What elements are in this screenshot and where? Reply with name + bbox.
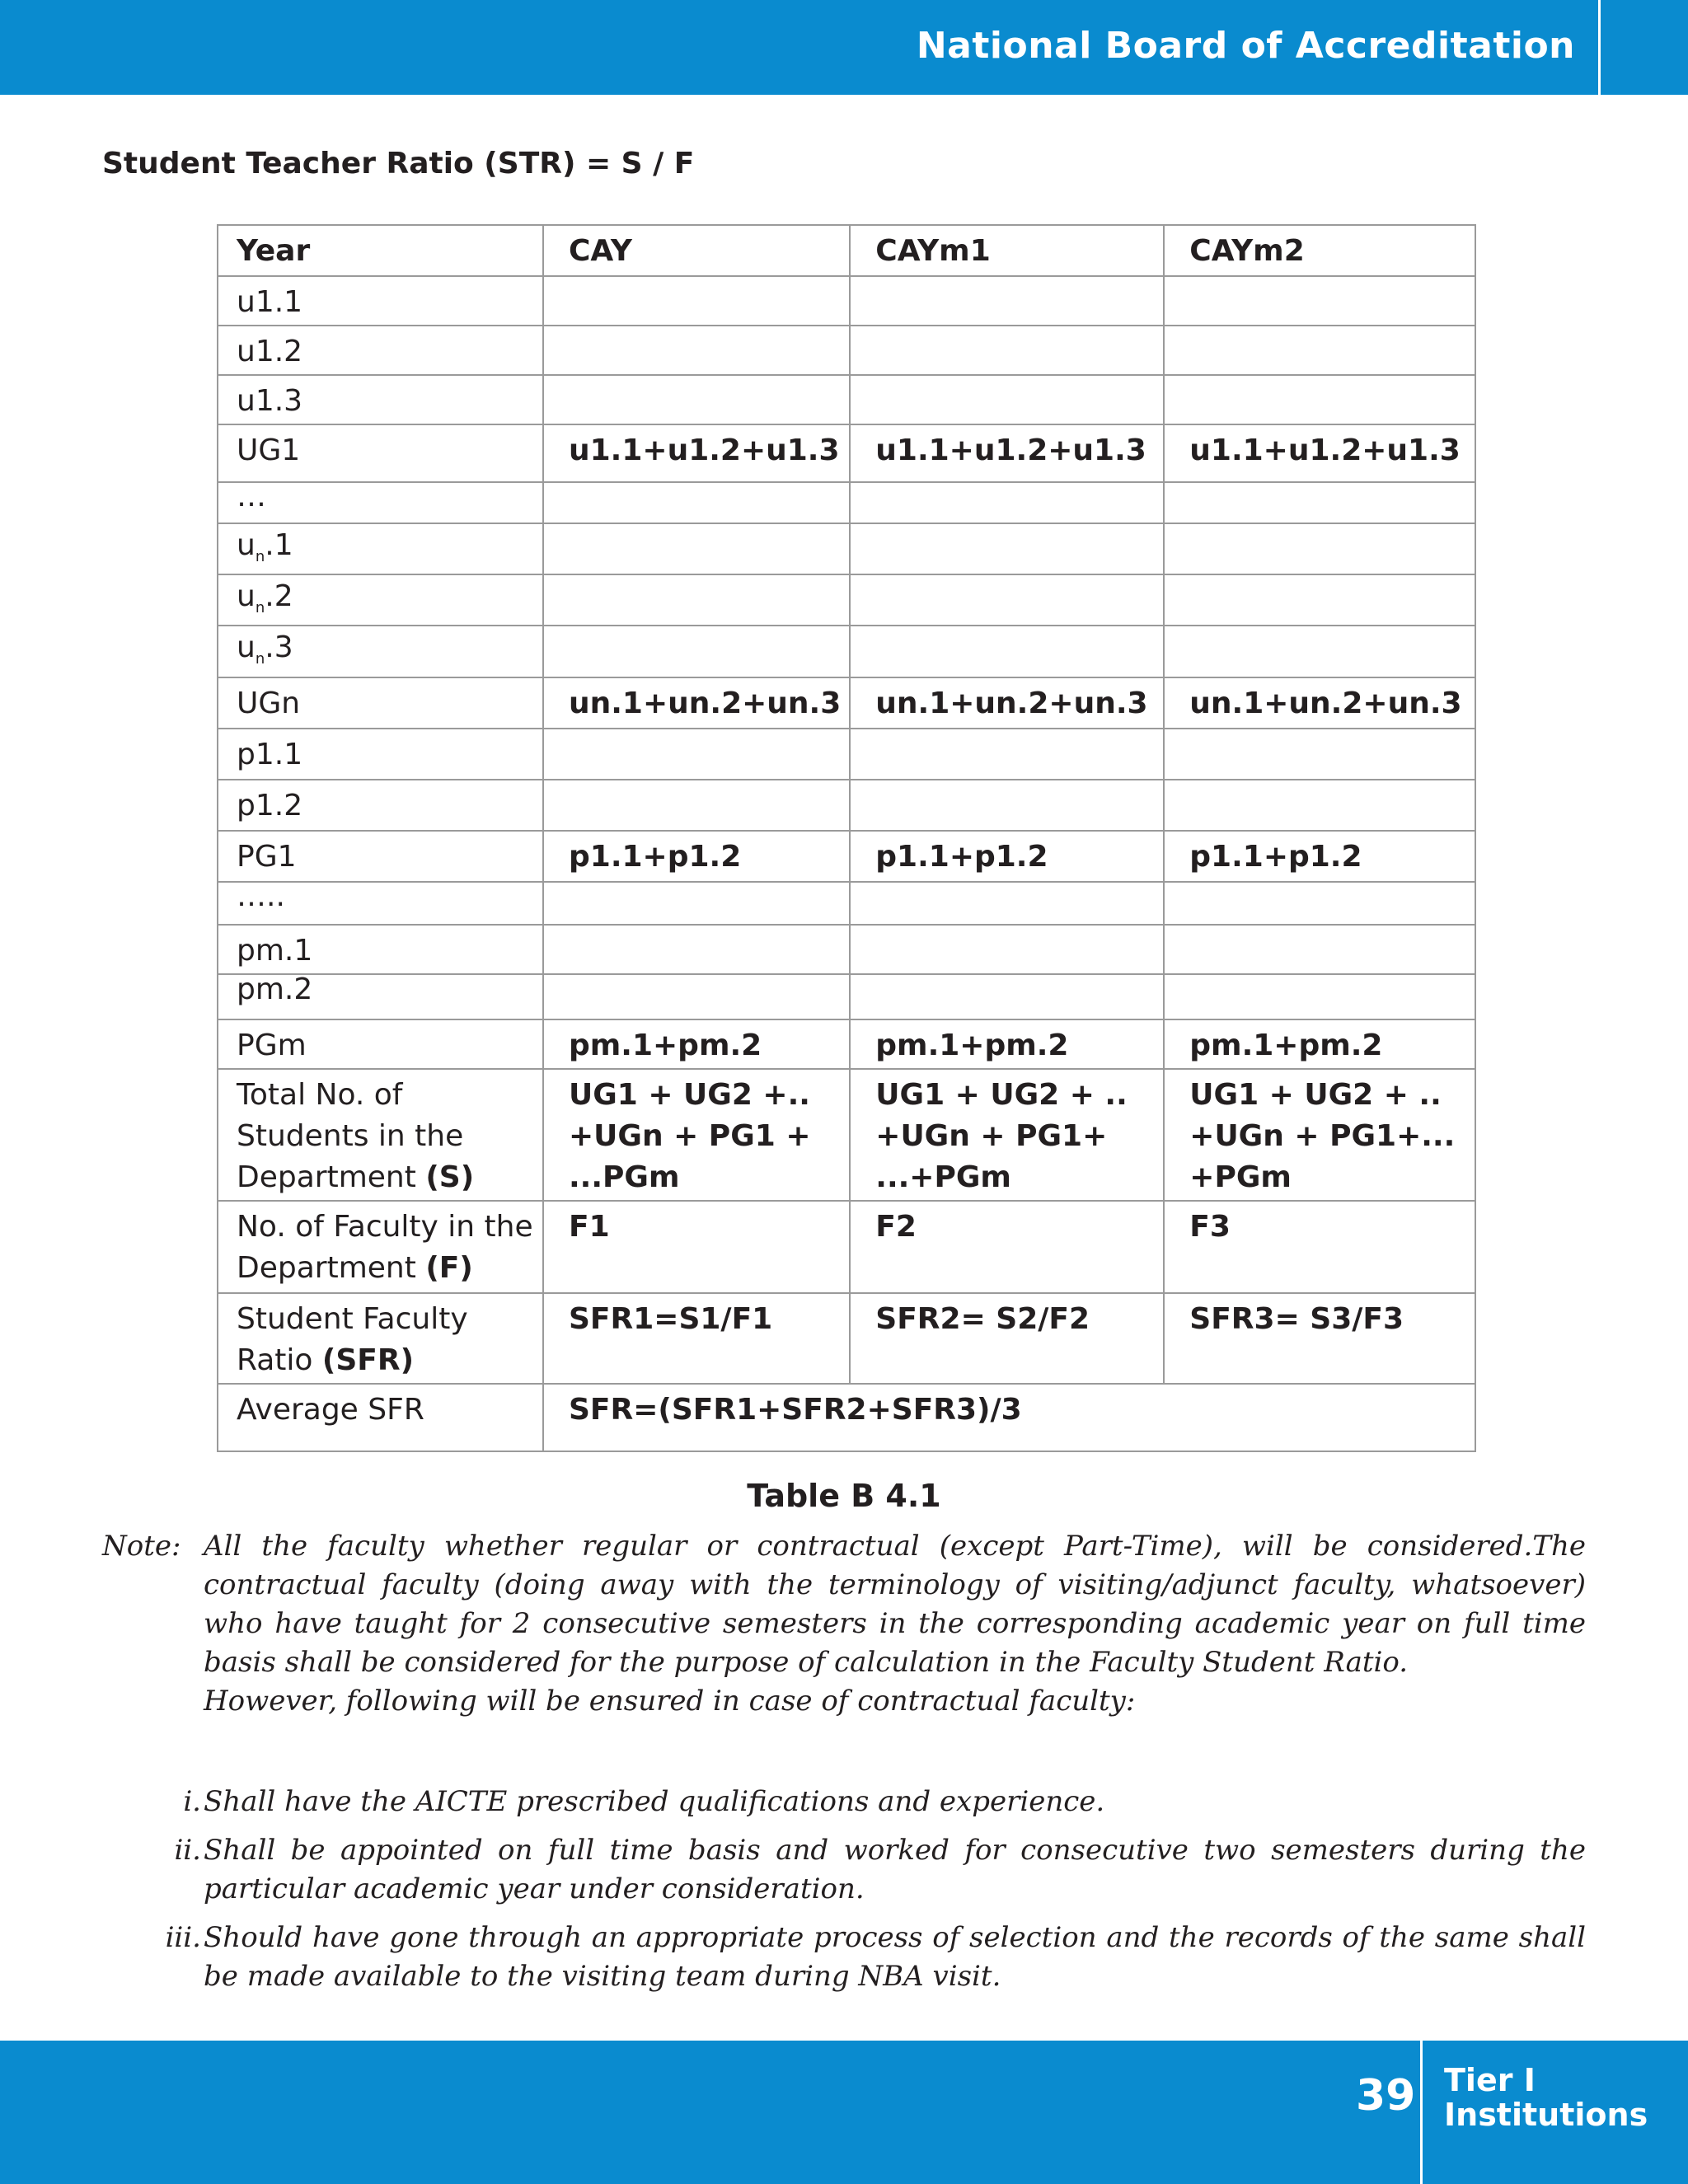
footer-divider xyxy=(1420,2041,1423,2184)
header-title: National Board of Accreditation xyxy=(916,25,1575,67)
row-label-subscript: n xyxy=(255,599,265,617)
table-row xyxy=(218,925,1475,974)
table-cell xyxy=(1164,326,1475,375)
row-label: PG1 xyxy=(218,831,543,882)
row-label-tail: .1 xyxy=(265,528,293,562)
table-cell: SFR1=S1/F1 xyxy=(543,1293,850,1384)
row-label-symbol: (SFR) xyxy=(321,1343,415,1377)
table-cell xyxy=(543,523,850,574)
row-label-text: Student Faculty Ratio xyxy=(237,1301,468,1377)
header-year: Year xyxy=(218,225,543,276)
table-cell xyxy=(543,729,850,780)
tier-label-line2: Institutions xyxy=(1444,2097,1648,2133)
table-cell xyxy=(1164,729,1475,780)
list-number: i. xyxy=(183,1785,201,1818)
list-text: Shall be appointed on full time basis and worked for consecutive two semesters during the particular academic year under consideration. xyxy=(204,1834,1586,1905)
table-cell xyxy=(1164,974,1475,1019)
header-cay: CAY xyxy=(543,225,850,276)
table-row xyxy=(218,482,1475,523)
table-cell xyxy=(850,729,1164,780)
row-label xyxy=(218,574,543,626)
row-label-base: u xyxy=(237,630,256,665)
row-label-text: Total No. of Students in the Department xyxy=(237,1077,464,1194)
row-label: pm.1 xyxy=(218,925,543,974)
row-label xyxy=(218,1201,543,1293)
row-label: u1.1 xyxy=(218,276,543,326)
str-formula: Student Teacher Ratio (STR) = S / F xyxy=(102,147,695,180)
table-cell xyxy=(850,974,1164,1019)
table-cell xyxy=(543,326,850,375)
table-row xyxy=(218,424,1475,482)
list-item xyxy=(102,1919,1586,1996)
table-cell xyxy=(543,276,850,326)
table-cell xyxy=(543,925,850,974)
table-cell xyxy=(543,626,850,677)
row-label-tail: .2 xyxy=(265,579,293,614)
table-cell: un.1+un.2+un.3 xyxy=(543,677,850,729)
row-label-base: u xyxy=(237,528,256,562)
table-cell: u1.1+u1.2+u1.3 xyxy=(1164,424,1475,482)
table-cell xyxy=(1164,574,1475,626)
row-label: … xyxy=(218,482,543,523)
table-cell xyxy=(543,780,850,831)
table-cell: F2 xyxy=(850,1201,1164,1293)
row-label: u1.3 xyxy=(218,375,543,424)
table-cell xyxy=(1164,626,1475,677)
requirements-list xyxy=(102,1783,1586,2006)
footer-band xyxy=(0,2041,1688,2184)
table-row xyxy=(218,882,1475,925)
table-cell: p1.1+p1.2 xyxy=(850,831,1164,882)
row-label xyxy=(218,523,543,574)
table-cell xyxy=(543,574,850,626)
table-cell xyxy=(850,574,1164,626)
table-cell xyxy=(850,482,1164,523)
table-cell xyxy=(850,326,1164,375)
header-divider xyxy=(1598,0,1601,95)
row-label xyxy=(218,626,543,677)
table-cell xyxy=(850,375,1164,424)
table-row xyxy=(218,831,1475,882)
table-row xyxy=(218,1019,1475,1069)
row-label: u1.2 xyxy=(218,326,543,375)
note-paragraph: All the faculty whether regular or contractual (except Part-Time), will be considered.The contractual faculty (doing away with the terminology of visiting/adjunct faculty, whatsoever) who have taught for 2 consecutive semesters in the corresponding academic year on full time basis shall be considered for the purpose of calculation in the Faculty Student Ratio. xyxy=(204,1530,1586,1679)
list-item xyxy=(102,1831,1586,1909)
table-cell: p1.1+p1.2 xyxy=(543,831,850,882)
table-row xyxy=(218,780,1475,831)
note-body xyxy=(204,1527,1586,1721)
table-cell xyxy=(1164,482,1475,523)
row-label-symbol: (F) xyxy=(425,1250,473,1285)
row-label-text: No. of Faculty in the Department xyxy=(237,1209,533,1285)
row-label-base: u xyxy=(237,579,256,614)
table-cell xyxy=(850,626,1164,677)
table-header-row xyxy=(218,225,1475,276)
row-label-tail: .3 xyxy=(265,630,293,665)
table-cell xyxy=(850,882,1164,925)
table-cell xyxy=(543,974,850,1019)
row-label: PGm xyxy=(218,1019,543,1069)
table-cell: F1 xyxy=(543,1201,850,1293)
table-cell: UG1 + UG2 + .. +UGn + PG1+... +PGm xyxy=(1164,1069,1475,1201)
page-number: 39 xyxy=(1356,2071,1416,2121)
row-label-subscript: n xyxy=(255,548,265,566)
table-row xyxy=(218,276,1475,326)
list-number: iii. xyxy=(165,1921,201,1954)
row-label: UGn xyxy=(218,677,543,729)
table-caption: Table B 4.1 xyxy=(747,1478,941,1514)
table-cell xyxy=(850,780,1164,831)
list-number: ii. xyxy=(174,1834,201,1867)
note-block xyxy=(102,1527,1586,1721)
row-label: pm.2 xyxy=(218,974,543,1019)
table-cell xyxy=(1164,375,1475,424)
row-label: Average SFR xyxy=(218,1384,543,1451)
row-label-subscript: n xyxy=(255,650,265,668)
table-cell: pm.1+pm.2 xyxy=(543,1019,850,1069)
row-label xyxy=(218,1069,543,1201)
list-text: Should have gone through an appropriate process of selection and the records of the same shall be made available to the visiting team during NBA visit. xyxy=(204,1921,1586,1993)
tier-label xyxy=(1444,2063,1658,2132)
table-row xyxy=(218,1293,1475,1384)
table-cell xyxy=(850,276,1164,326)
table-row xyxy=(218,574,1475,626)
table-cell: F3 xyxy=(1164,1201,1475,1293)
table-cell xyxy=(1164,276,1475,326)
table-row xyxy=(218,729,1475,780)
table-cell: u1.1+u1.2+u1.3 xyxy=(543,424,850,482)
row-label: p1.2 xyxy=(218,780,543,831)
table-cell: SFR3= S3/F3 xyxy=(1164,1293,1475,1384)
average-sfr-formula: SFR=(SFR1+SFR2+SFR3)/3 xyxy=(543,1384,1475,1451)
table-row xyxy=(218,1069,1475,1201)
table-row xyxy=(218,974,1475,1019)
header-caym2: CAYm2 xyxy=(1164,225,1475,276)
row-label: UG1 xyxy=(218,424,543,482)
table-cell xyxy=(543,882,850,925)
table-cell xyxy=(1164,523,1475,574)
table-cell xyxy=(850,925,1164,974)
table-cell: pm.1+pm.2 xyxy=(1164,1019,1475,1069)
str-table xyxy=(217,224,1476,1452)
table-row xyxy=(218,326,1475,375)
table-cell: p1.1+p1.2 xyxy=(1164,831,1475,882)
table-cell: pm.1+pm.2 xyxy=(850,1019,1164,1069)
list-text: Shall have the AICTE prescribed qualifications and experience. xyxy=(204,1785,1105,1818)
table-cell xyxy=(543,375,850,424)
table-cell: UG1 + UG2 +.. +UGn + PG1 + ...PGm xyxy=(543,1069,850,1201)
table-cell: un.1+un.2+un.3 xyxy=(1164,677,1475,729)
table-cell: un.1+un.2+un.3 xyxy=(850,677,1164,729)
table-cell xyxy=(1164,925,1475,974)
row-label xyxy=(218,1293,543,1384)
table-cell: u1.1+u1.2+u1.3 xyxy=(850,424,1164,482)
header-caym1: CAYm1 xyxy=(850,225,1164,276)
table-cell xyxy=(850,523,1164,574)
table-cell xyxy=(543,482,850,523)
note-however: However, following will be ensured in case of contractual faculty: xyxy=(204,1685,1136,1718)
row-label: ….. xyxy=(218,882,543,925)
table-row xyxy=(218,523,1475,574)
table-cell xyxy=(1164,882,1475,925)
table-row xyxy=(218,626,1475,677)
table-row xyxy=(218,375,1475,424)
row-label: p1.1 xyxy=(218,729,543,780)
table-row xyxy=(218,1384,1475,1451)
tier-label-line1: Tier I xyxy=(1444,2062,1536,2098)
table-cell: UG1 + UG2 + .. +UGn + PG1+ ...+PGm xyxy=(850,1069,1164,1201)
table-cell: SFR2= S2/F2 xyxy=(850,1293,1164,1384)
table-row xyxy=(218,1201,1475,1293)
row-label-symbol: (S) xyxy=(425,1160,475,1194)
note-label: Note: xyxy=(102,1530,181,1563)
table-row xyxy=(218,677,1475,729)
list-item xyxy=(102,1783,1586,1821)
table-cell xyxy=(1164,780,1475,831)
